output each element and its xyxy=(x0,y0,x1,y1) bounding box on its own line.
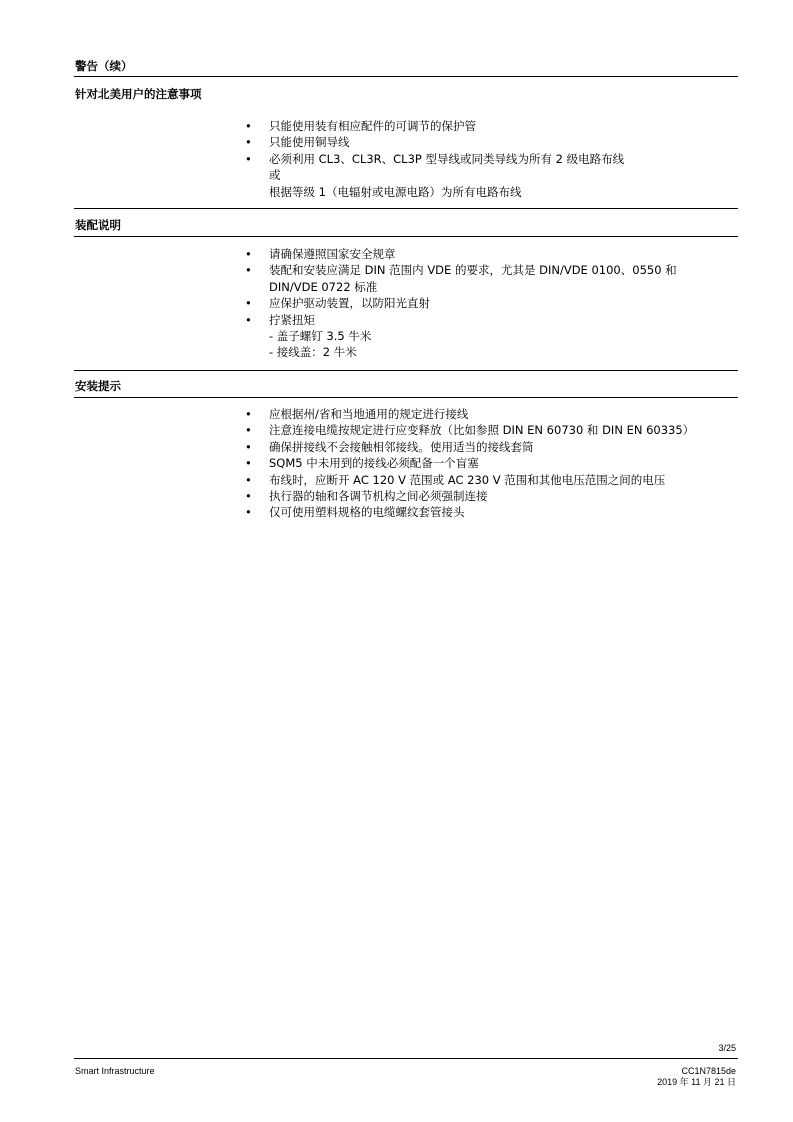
list-item xyxy=(245,422,735,438)
bullet-icon: • xyxy=(245,423,252,438)
list-item xyxy=(245,472,735,488)
list-item xyxy=(245,312,735,361)
list-item-text-continued: DIN/VDE 0722 标准 xyxy=(269,279,378,294)
bullet-icon: • xyxy=(245,151,252,166)
list-item-text: 应保护驱动装置，以防阳光直射 xyxy=(269,296,430,311)
bullet-icon: • xyxy=(245,505,252,520)
list-item-text: 执行器的轴和各调节机构之间必须强制连接 xyxy=(269,489,488,504)
list-item-text: 必须利用 CL3、CL3R、CL3P 型导线或同类导线为所有 2 级电路布线 xyxy=(269,151,625,166)
section-rule xyxy=(74,370,738,371)
bullet-icon: • xyxy=(245,263,252,278)
section-list-installation xyxy=(245,406,735,521)
list-item xyxy=(245,504,735,520)
section-heading-installation: 安装提示 xyxy=(75,379,121,393)
list-item xyxy=(245,295,735,311)
list-item-text: 仅可使用塑料规格的电缆螺纹套管接头 xyxy=(269,505,465,520)
footer-doc-id: CC1N7815de xyxy=(681,1066,736,1076)
list-item-text: 只能使用装有相应配件的可调节的保护管 xyxy=(269,119,476,133)
list-item-text: 应根据州/省和当地通用的规定进行接线 xyxy=(269,407,469,421)
list-item xyxy=(245,406,735,422)
list-item xyxy=(245,488,735,504)
page-number: 3/25 xyxy=(718,1043,736,1053)
list-item-text-continued: - 盖子螺钉 3.5 牛米 xyxy=(269,329,372,344)
section-heading-rule xyxy=(74,397,738,398)
bullet-icon: • xyxy=(245,135,252,150)
section-heading-assembly: 装配说明 xyxy=(75,218,121,232)
bullet-icon: • xyxy=(245,296,252,311)
list-item-text: 请确保遵照国家安全规章 xyxy=(269,247,396,261)
list-item-text: 注意连接电缆按规定进行应变释放（比如参照 DIN EN 60730 和 DIN EN 60335） xyxy=(269,423,695,438)
list-item-text: 只能使用铜导线 xyxy=(269,135,350,150)
list-item xyxy=(245,439,735,455)
list-item xyxy=(245,246,735,262)
bullet-icon: • xyxy=(245,472,252,487)
footer-company: Smart Infrastructure xyxy=(75,1066,155,1076)
header-rule xyxy=(74,76,738,77)
list-item xyxy=(245,455,735,471)
section-heading-rule xyxy=(74,236,738,237)
bullet-icon: • xyxy=(245,439,252,454)
list-item-text: 确保拼接线不会接触相邻接线。使用适当的接线套筒 xyxy=(269,439,534,454)
section-heading-north-america: 针对北美用户的注意事项 xyxy=(75,87,202,101)
list-item-text-continued: - 接线盖：2 牛米 xyxy=(269,345,357,360)
list-item-text-continued: 根据等级 1（电辐射或电源电路）为所有电路布线 xyxy=(269,184,522,199)
list-item xyxy=(245,118,735,134)
list-item xyxy=(245,134,735,150)
list-item xyxy=(245,262,735,295)
bullet-icon: • xyxy=(245,119,252,133)
bullet-icon: • xyxy=(245,247,252,261)
list-item-text: SQM5 中未用到的接线必须配备一个盲塞 xyxy=(269,456,479,471)
page-header-title: 警告（续） xyxy=(75,59,133,73)
section-list-assembly xyxy=(245,246,735,361)
list-item xyxy=(245,151,735,200)
list-item-text-continued: 或 xyxy=(269,168,281,183)
footer-date: 2019 年 11 月 21 日 xyxy=(657,1077,736,1087)
list-item-text: 装配和安装应满足 DIN 范围内 VDE 的要求，尤其是 DIN/VDE 0100、0550 和 xyxy=(269,263,677,278)
list-item-text: 拧紧扭矩 xyxy=(269,312,315,327)
bullet-icon: • xyxy=(245,312,252,327)
bullet-icon: • xyxy=(245,456,252,471)
bullet-icon: • xyxy=(245,489,252,504)
list-item-text: 布线时，应断开 AC 120 V 范围或 AC 230 V 范围和其他电压范围之间的电压 xyxy=(269,472,666,487)
section-list-north-america xyxy=(245,118,735,200)
section-rule xyxy=(74,208,738,209)
footer-rule xyxy=(74,1058,738,1059)
bullet-icon: • xyxy=(245,407,252,421)
